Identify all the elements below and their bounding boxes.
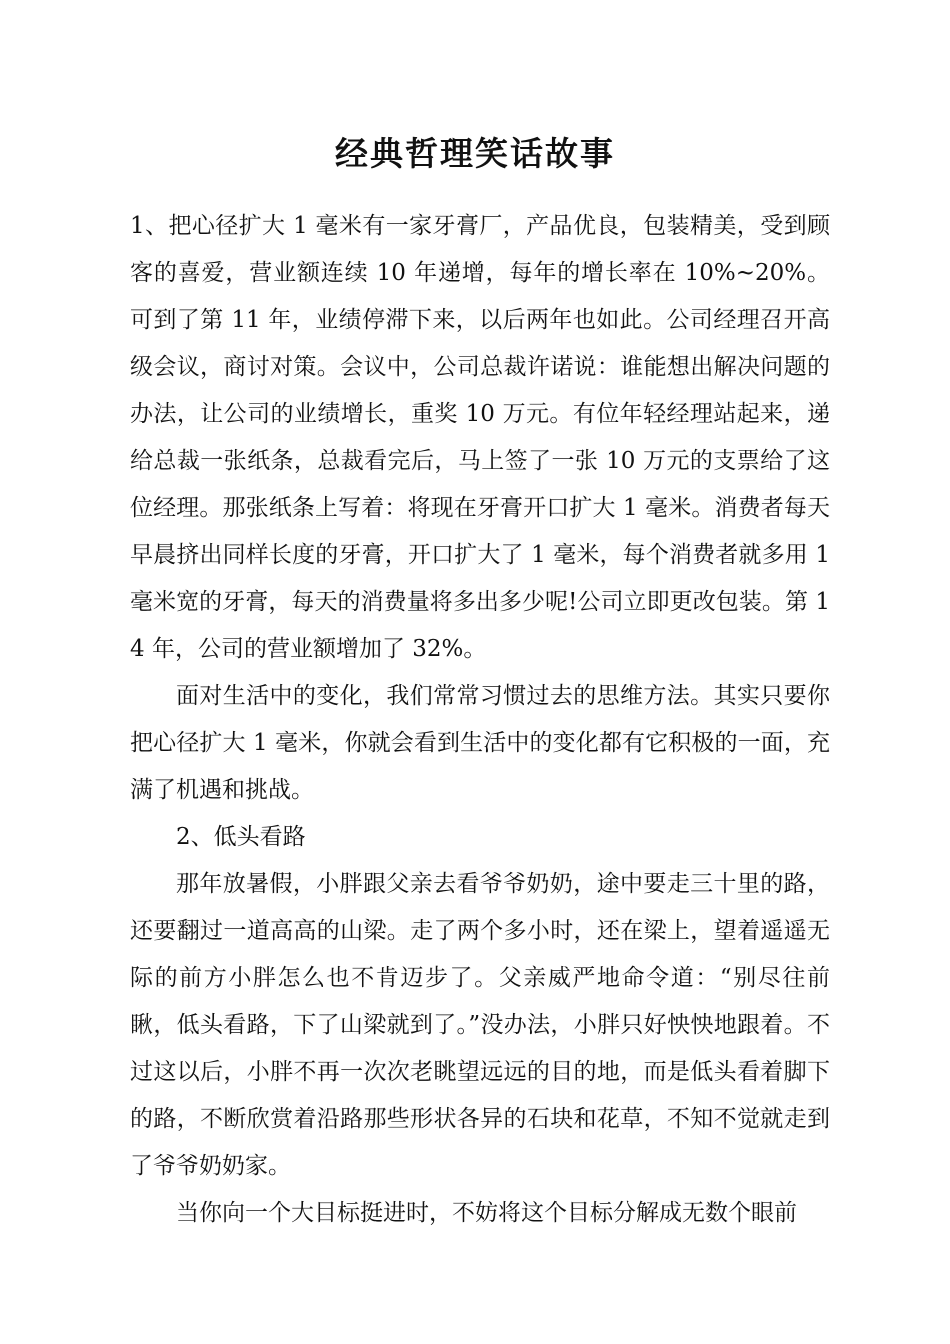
paragraph-story-2: 那年放暑假，小胖跟父亲去看爷爷奶奶，途中要走三十里的路，还要翻过一道高高的山梁。走了两个多小时，还在梁上，望着遥遥无际的前方小胖怎么也不肯迈步了。父亲威严地命令道：“别尽往前瞅，低头看路，下了山梁就到了。”没办法，小胖只好怏怏地跟着。不过这以后，小胖不再一次次老眺望远远的目的地，而是低头看着脚下的路，不断欣赏着沿路那些形状各异的石块和花草，不知不觉就走到了爷爷奶奶家。: [130, 871, 830, 1179]
document-title: 经典哲理笑话故事: [335, 134, 615, 173]
document-body: [130, 203, 830, 1237]
paragraph-story-1: 1、把心径扩大 1 毫米有一家牙膏厂，产品优良，包装精美，受到顾客的喜爱，营业额连续 10 年递增，每年的增长率在 10%~20%。可到了第 11 年，业绩停滞下来，以后两年也如此。公司经理召开高级会议，商讨对策。会议中，公司总裁许诺说：谁能想出解决问题的办法，让公司的业绩增长，重奖 10 万元。有位年轻经理站起来，递给总裁一张纸条，总裁看完后，马上签了一张 10 万元的支票给了这位经理。那张纸条上写着：将现在牙膏开口扩大 1 毫米。消费者每天早晨挤出同样长度的牙膏，开口扩大了 1 毫米，每个消费者就多用 1 毫米宽的牙膏，每天的消费量将多出多少呢!公司立即更改包装。第 14 年，公司的营业额增加了 32%。: [130, 213, 830, 662]
section-heading-2: 2、低头看路: [176, 824, 306, 850]
paragraph-moral-1: 面对生活中的变化，我们常常习惯过去的思维方法。其实只要你把心径扩大 1 毫米，你就会看到生活中的变化都有它积极的一面，充满了机遇和挑战。: [130, 683, 830, 803]
paragraph-moral-2: 当你向一个大目标挺进时，不妨将这个目标分解成无数个眼前: [176, 1200, 797, 1226]
